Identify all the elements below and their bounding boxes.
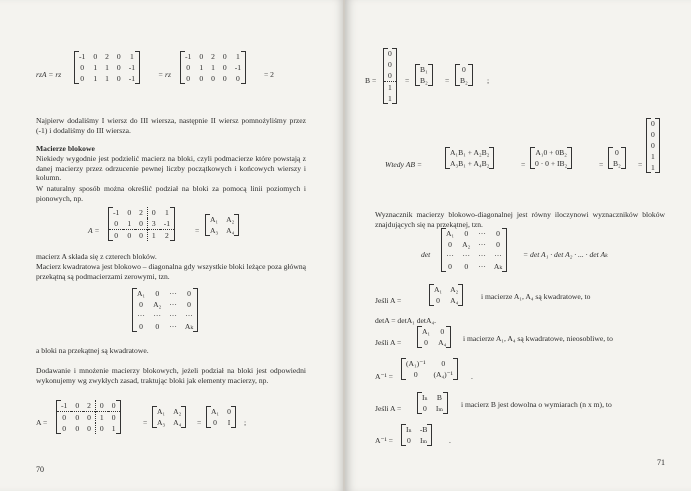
matrix-cell: -B	[419, 425, 428, 434]
matrix-table	[531, 147, 571, 169]
eq-AB-eq2: =	[599, 160, 604, 169]
matrix-row	[430, 284, 462, 295]
matrix-cell: 0	[461, 65, 466, 74]
eq-B-eq: =	[405, 76, 410, 85]
matrix-row	[384, 93, 396, 104]
page-71	[345, 0, 691, 491]
matrix-row	[206, 214, 238, 225]
matrix-table	[109, 207, 174, 241]
matrix-blocks	[205, 214, 239, 236]
matrix-table	[446, 147, 493, 169]
matrix-table	[402, 424, 431, 446]
matrix-cell: 0	[186, 74, 191, 83]
cond1-text: i macierze A₁, A₄ są kwadratowe, to	[481, 292, 591, 301]
matrix-table	[75, 51, 139, 84]
matrix-row	[57, 423, 120, 434]
eq-bottom-eq: =	[143, 418, 148, 427]
matrix-cell: A₁0 + 0B₂	[535, 148, 567, 157]
paragraph: W naturalny sposób można określić podział na bloki za pomocą linii poziomych i pionowych, np.	[36, 184, 306, 203]
matrix-cell: 0	[235, 74, 240, 83]
eq-bottom-end: ;	[244, 418, 247, 427]
matrix-row	[647, 140, 659, 151]
cond1-prefix: Jeśli A =	[375, 296, 402, 305]
matrix-row	[456, 75, 472, 86]
matrix-row	[647, 151, 659, 162]
matrix-cell: A₄	[450, 296, 459, 305]
matrix-row	[75, 62, 139, 73]
matrix-cell: A₁B₁ + A₂B₂	[450, 148, 490, 157]
matrix-cell: Iₘ	[435, 404, 444, 413]
matrix-row	[647, 162, 659, 173]
matrix-AB	[445, 147, 494, 169]
matrix-cell: 2	[139, 208, 143, 217]
matrix-B-blocks	[455, 64, 473, 86]
matrix-row	[133, 288, 197, 299]
matrix-cell: 2	[160, 230, 174, 242]
matrix-cell: A₂	[450, 285, 459, 294]
matrix-row	[531, 147, 571, 158]
matrix-cell: Aₖ	[493, 262, 503, 271]
matrix-row	[153, 406, 185, 417]
matrix-cell: 1	[95, 412, 107, 424]
inv-end: .	[471, 372, 473, 381]
paragraph: a bloki na przekątnej są kwadratowe.	[36, 346, 149, 355]
matrix-cell: 0	[95, 400, 107, 412]
matrix-cell: A₄	[173, 418, 182, 427]
matrix-cell: A₁	[211, 407, 220, 416]
matrix-cell: A₁	[210, 215, 219, 224]
matrix-cell: ···	[478, 229, 486, 238]
matrix-cell: 1	[199, 63, 204, 72]
eq-bottom-eq2: =	[197, 418, 202, 427]
matrix-cell: 0	[108, 412, 120, 424]
matrix-cell: 0	[186, 63, 191, 72]
matrix-cell: 0	[75, 401, 80, 410]
eq-blockA-eq: =	[195, 226, 200, 235]
matrix-B-column	[383, 48, 397, 104]
matrix-table	[207, 406, 235, 428]
matrix-row	[206, 225, 238, 236]
matrix-cell: Iₙ	[406, 425, 412, 434]
matrix-cell: 0	[651, 130, 655, 139]
eq-top-mid: = rz	[158, 70, 171, 79]
matrix-cell: -1	[113, 208, 120, 217]
matrix-cell: 0	[199, 74, 204, 83]
matrix-cell: A₂	[462, 240, 471, 249]
matrix-cell: 2	[87, 401, 91, 410]
matrix-row	[402, 369, 457, 380]
matrix-cell: ···	[478, 240, 486, 249]
matrix-row	[133, 321, 197, 332]
paragraph: Macierz kwadratowa jest blokowo – diagonalna gdy wszystkie bloki leżące poza główną przekątną są podmacierzami zerowymi, tzn.	[36, 262, 306, 281]
matrix-cell: 0	[155, 322, 160, 331]
matrix-row	[609, 147, 625, 158]
matrix-cell: 0	[62, 424, 67, 433]
matrix-cell: -1	[234, 63, 242, 72]
page-number: 71	[657, 458, 665, 467]
matrix-cell: ···	[153, 311, 161, 320]
matrix-AB	[608, 147, 626, 169]
matrix-cell: Iₙ	[422, 393, 428, 402]
matrix-cell: A₃B₁ + A₄B₂	[450, 159, 490, 168]
matrix-cell: 0	[116, 52, 121, 61]
matrix-cell: 0	[114, 219, 119, 228]
matrix-cell: 0	[423, 404, 427, 413]
page-number: 70	[36, 465, 44, 474]
eq-B-eq2: =	[445, 76, 450, 85]
matrix-blocks	[206, 406, 236, 428]
matrix-cell: 0	[496, 240, 500, 249]
matrix-cell: 1	[105, 63, 109, 72]
eq-AB-lhs: Wtedy AB =	[385, 160, 423, 169]
matrix-cell: 0	[147, 207, 159, 218]
matrix-cell: 0	[211, 74, 215, 83]
det-prefix: det	[421, 250, 431, 259]
matrix-cell: 1	[147, 230, 159, 242]
matrix-cell: A₄	[226, 226, 235, 235]
matrix-table	[402, 358, 457, 380]
matrix-row	[531, 158, 571, 169]
matrix-cell: ···	[478, 251, 486, 260]
matrix-cell: 0	[227, 407, 231, 416]
matrix-table	[456, 64, 472, 86]
matrix-row	[430, 295, 462, 306]
matrix-row	[446, 147, 493, 158]
matrix-cell: 0	[75, 424, 80, 433]
matrix-cell: 0	[464, 262, 469, 271]
matrix-cell: 0	[116, 74, 121, 83]
matrix-cell: 1	[384, 82, 396, 94]
matrix-AB	[530, 147, 572, 169]
matrix-row	[647, 118, 659, 129]
matrix-cell: B₂	[613, 159, 621, 168]
matrix-row	[647, 129, 659, 140]
paragraph: macierz A składa się z czterech bloków.	[36, 252, 157, 261]
eq-AB-eq: =	[521, 160, 526, 169]
matrix-row	[418, 392, 447, 403]
matrix-cell: 0	[496, 229, 500, 238]
matrix-cell: A₁	[157, 407, 166, 416]
matrix-row	[153, 417, 185, 428]
eq-AB-eq3: =	[638, 160, 643, 169]
matrix-cell: 0	[80, 63, 85, 72]
matrix-cell: -1	[128, 63, 136, 72]
matrix-cell: 0	[651, 119, 655, 128]
matrix-cell: A₁	[422, 327, 431, 336]
matrix-row	[446, 158, 493, 169]
page-70	[0, 0, 345, 491]
cond3-prefix: Jeśli A =	[375, 404, 402, 413]
matrix-cell: ···	[169, 322, 177, 331]
matrix-cell: -1	[185, 52, 192, 61]
matrix-cell: A₂	[226, 215, 235, 224]
matrix-cell: ···	[169, 300, 177, 309]
matrix-cell: 0	[388, 49, 392, 58]
matrix-row	[181, 51, 245, 62]
matrix-row	[442, 239, 506, 250]
matrix-cell: -1	[79, 52, 86, 61]
matrix-row	[416, 64, 432, 75]
matrix-cell: 0	[388, 71, 392, 80]
matrix-cell: 0	[139, 219, 143, 228]
matrix-row	[109, 218, 174, 230]
matrix-table	[416, 64, 432, 86]
matrix-cell: 0	[441, 359, 446, 368]
matrix-table	[133, 288, 197, 332]
matrix-inverse2	[401, 424, 432, 446]
matrix-cell: ···	[462, 251, 470, 260]
matrix-row	[75, 51, 139, 62]
matrix-table	[609, 147, 625, 169]
matrix-table	[181, 51, 245, 84]
matrix-cell: 0	[116, 63, 121, 72]
matrix-cell: A₁	[137, 289, 146, 298]
matrix-cell: 1	[164, 208, 169, 217]
matrix-row	[402, 424, 431, 435]
matrix-cell: A₃	[210, 226, 219, 235]
matrix-A-bottom	[56, 400, 121, 434]
matrix-cell: 0	[109, 230, 123, 242]
matrix-cell: 0	[440, 327, 445, 336]
matrix-row	[75, 73, 139, 84]
cond3-text: i macierz B jest dowolna o wymiarach (n x m), to	[461, 400, 612, 409]
matrix-cell: B₁	[420, 65, 428, 74]
eq-bottom-lhs: A =	[36, 418, 48, 427]
matrix-cell: 3	[147, 218, 159, 230]
matrix-cell: ···	[478, 262, 486, 271]
matrix-cell: -1	[128, 74, 136, 83]
matrix-table	[384, 48, 396, 104]
matrix-cell: ···	[169, 289, 177, 298]
matrix-row	[418, 326, 450, 337]
matrix-cell: ···	[446, 251, 454, 260]
matrix-cell: 0	[71, 412, 83, 424]
paragraph: Niekiedy wygodnie jest podzielić macierz na bloki, czyli podmacierze które powstają z danej macierzy przez odrzucenie pewnej liczby początkowych i końcowych wierszy i kolumn.	[36, 154, 306, 183]
matrix-cell: 0	[111, 401, 116, 410]
section-heading: Macierze blokowe	[36, 144, 95, 153]
matrix-cell: 1	[651, 152, 655, 161]
matrix-cell: 0	[213, 418, 217, 427]
matrix-cell: 1	[127, 219, 132, 228]
matrix-cell: 0	[135, 230, 147, 242]
matrix-row	[109, 207, 174, 218]
matrix-cond1	[429, 284, 463, 306]
matrix-cell: 1	[105, 74, 109, 83]
matrix-row	[384, 48, 396, 59]
matrix-inverse	[401, 358, 458, 380]
matrix-cell: 0	[187, 289, 191, 298]
matrix-cell: 2	[105, 52, 109, 61]
matrix-row	[384, 82, 396, 94]
matrix-cell: ···	[185, 311, 193, 320]
matrix-cell: 0	[80, 74, 85, 83]
matrix-cell: A₂	[153, 300, 162, 309]
matrix-cell: A₃	[157, 418, 166, 427]
matrix-cell: B	[436, 393, 442, 402]
paragraph: Wyznacznik macierzy blokowo-diagonalnej jest równy iloczynowi wyznaczników bloków znajdujących się na przekątnej, tzn.	[375, 210, 665, 229]
matrix-cell: 0	[614, 148, 619, 157]
matrix-cell: B₂	[420, 76, 428, 85]
matrix-row	[442, 228, 506, 239]
matrix-row	[416, 75, 432, 86]
matrix-cell: 0	[155, 289, 160, 298]
matrix-cell: A₁	[434, 285, 443, 294]
matrix-table	[647, 118, 659, 173]
matrix-cell: 1	[93, 63, 98, 72]
matrix-cond3	[417, 392, 448, 414]
matrix-cell: 1	[651, 163, 655, 172]
det-line: detA = detA₁ detA₄.	[375, 316, 437, 325]
matrix-table	[153, 406, 185, 428]
matrix-cell: 1	[93, 74, 98, 83]
matrix-cell: 0	[413, 370, 418, 379]
matrix-cell: 0	[448, 240, 452, 249]
matrix-cell: 1	[211, 63, 215, 72]
matrix-cell: A₁	[446, 229, 455, 238]
matrix-cell: 0	[464, 229, 469, 238]
matrix-cell: ···	[137, 311, 145, 320]
matrix-cell: A₄	[438, 338, 447, 347]
inv2-lhs: A⁻¹ =	[375, 436, 393, 445]
matrix-cell: 0	[123, 230, 135, 242]
matrix-blocks	[152, 406, 186, 428]
matrix-row	[207, 417, 235, 428]
matrix-cell: Iₘ	[420, 436, 428, 445]
matrix-row	[442, 250, 506, 261]
matrix-cell: (A₄)⁻¹	[433, 370, 453, 379]
matrix-row	[181, 73, 245, 84]
matrix-cell: 2	[211, 52, 215, 61]
matrix-row	[418, 403, 447, 414]
matrix-cell: B₂	[460, 76, 468, 85]
matrix-det	[441, 228, 507, 272]
matrix-row	[609, 158, 625, 169]
matrix-table	[442, 228, 506, 272]
matrix-rzA	[74, 51, 140, 84]
matrix-cell: 0	[222, 52, 227, 61]
matrix-cell: I	[227, 418, 231, 427]
matrix-B-blocks	[415, 64, 433, 86]
matrix-cell: 0	[448, 262, 452, 271]
matrix-row	[57, 412, 120, 424]
matrix-row	[133, 299, 197, 310]
matrix-row	[456, 64, 472, 75]
matrix-row	[384, 59, 396, 70]
matrix-cell: 0	[222, 63, 227, 72]
matrix-cell: 1	[235, 52, 240, 61]
matrix-cell: 0	[93, 52, 98, 61]
matrix-cell: ···	[494, 251, 502, 260]
inv-lhs: A⁻¹ =	[375, 372, 393, 381]
matrix-cell: 1	[129, 52, 134, 61]
matrix-table	[57, 400, 120, 434]
matrix-cell: 1	[388, 94, 392, 103]
matrix-cell: 0	[407, 436, 411, 445]
cond2-text: i macierze A₁, A₄ są kwadratowe, nieosobliwe, to	[463, 334, 613, 343]
matrix-cell: (A₁)⁻¹	[406, 359, 426, 368]
matrix-table	[418, 326, 450, 348]
matrix-cell: 0	[187, 300, 191, 309]
matrix-row	[402, 358, 457, 369]
matrix-cell: 0	[95, 423, 107, 434]
matrix-cell: ···	[169, 311, 177, 320]
matrix-row	[57, 400, 120, 412]
matrix-table	[430, 284, 462, 306]
matrix-row	[384, 70, 396, 82]
matrix-row	[133, 310, 197, 321]
matrix-cell: 1	[111, 424, 116, 433]
matrix-cell: 0	[127, 208, 132, 217]
matrix-row	[442, 261, 506, 272]
matrix-cell: 0	[222, 74, 227, 83]
matrix-cell: 0	[199, 52, 204, 61]
eq-B-end: ;	[487, 76, 490, 85]
matrix-reduced	[180, 51, 246, 84]
matrix-cell: A₂	[173, 407, 182, 416]
matrix-table	[418, 392, 447, 414]
eq-B-lhs: B =	[365, 76, 377, 85]
matrix-cell: 0	[83, 412, 95, 424]
matrix-cell: -1	[61, 401, 68, 410]
paragraph: Dodawanie i mnożenie macierzy blokowych, jeżeli podział na bloki jest odpowiedni wykonujemy wg zwykłych zasad, traktując bloki jak elementy macierzy, np.	[36, 366, 306, 385]
matrix-cell: 0	[424, 338, 428, 347]
matrix-row	[109, 230, 174, 242]
matrix-cell: 0 · 0 + IB₂	[535, 159, 568, 168]
matrix-cell: 0	[436, 296, 440, 305]
matrix-cell: 0	[651, 141, 655, 150]
paragraph: Najpierw dodaliśmy I wiersz do III wiersza, następnie II wiersz pomnożyliśmy przez (-1) i dodaliśmy do III wiersza.	[36, 116, 306, 135]
matrix-cell: -1	[163, 219, 171, 228]
inv2-end: .	[449, 436, 451, 445]
matrix-AB-column	[646, 118, 660, 173]
det-rhs: = det A₁ · det A₂ · ... · det Aₖ	[523, 250, 608, 259]
eq-blockA-lhs: A =	[88, 226, 100, 235]
eq-top-rhs: = 2	[264, 70, 274, 79]
matrix-cell: 0	[139, 300, 143, 309]
matrix-A-partitioned	[108, 207, 175, 241]
matrix-table	[206, 214, 238, 236]
matrix-row	[418, 337, 450, 348]
matrix-cell: 0	[388, 60, 392, 69]
matrix-cell: 0	[87, 424, 91, 433]
matrix-cell: 0	[57, 412, 71, 424]
eq-top-lhs: rzA = rz	[36, 70, 62, 79]
matrix-row	[181, 62, 245, 73]
matrix-block-diagonal	[132, 288, 198, 332]
matrix-cond2	[417, 326, 451, 348]
matrix-cell: Aₖ	[184, 322, 194, 331]
matrix-cell: 0	[139, 322, 143, 331]
matrix-row	[402, 435, 431, 446]
cond2-prefix: Jeśli A =	[375, 338, 402, 347]
matrix-row	[207, 406, 235, 417]
